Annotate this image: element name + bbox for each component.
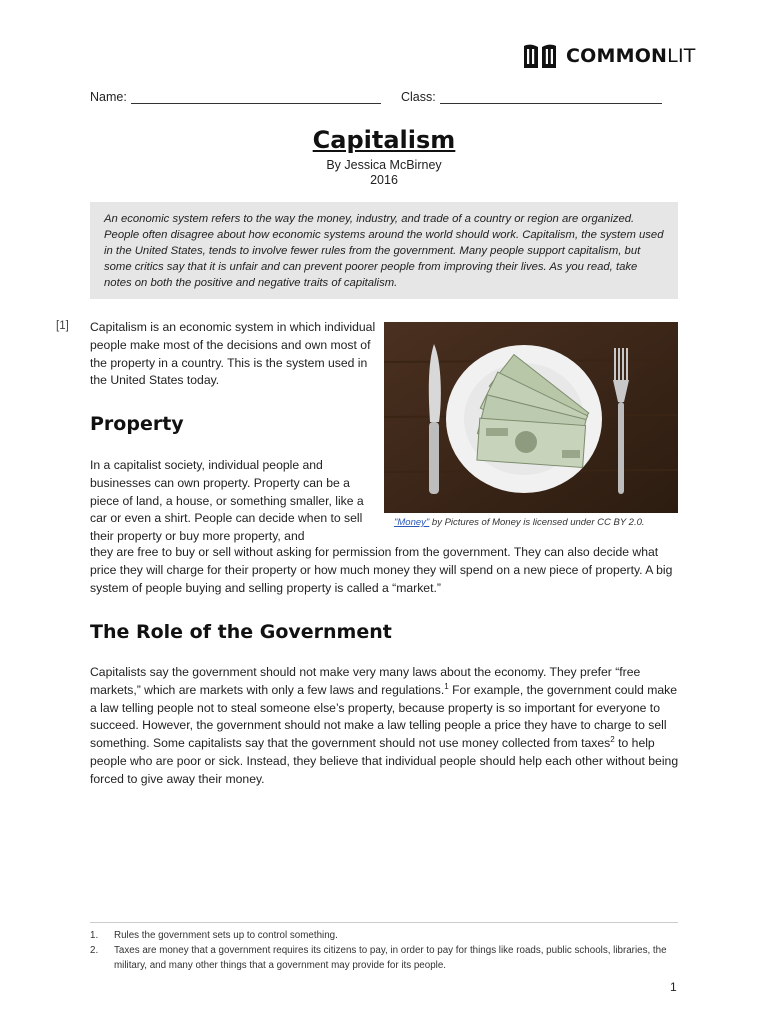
paragraph-number: [1] <box>56 320 69 332</box>
heading-role-of-government: The Role of the Government <box>90 621 392 643</box>
paragraph-2-start: In a capitalist society, individual people and businesses can own property. Property can be a piece of land, a house, or something smaller, like a car or even a shirt. People can decide when to sell their property or buy more property, and <box>90 458 364 544</box>
name-label: Name: <box>90 90 127 104</box>
image-caption <box>394 517 645 528</box>
plate-with-money-illustration <box>384 322 678 513</box>
logo-text-common: COMMON <box>566 45 668 67</box>
intro-box: An economic system refers to the way the money, industry, and trade of a country or region are organized. People often disagree about how economic systems around the world should work. Capitalism, the system used in the United States, tends to involve fewer rules from the government. Many people support capitalism, but some critics say that it is unfair and can prevent poorer people from improving their lives. As you read, take notes on both the positive and negative traits of capitalism. <box>90 202 678 299</box>
image-caption-text: by Pictures of Money is licensed under CC BY 2.0. <box>429 517 645 528</box>
class-input-line[interactable] <box>440 89 662 104</box>
footnote-number: 2. <box>90 944 99 956</box>
page-number: 1 <box>670 980 677 994</box>
open-book-icon <box>522 42 558 70</box>
paragraph-2-end: they are free to buy or sell without asking for permission from the government. They can also decide what price they will charge for their property or how much money they will spend on a new piece of property. A big system of people buying and selling property is called a “market.” <box>90 545 673 595</box>
name-field[interactable] <box>90 89 381 104</box>
student-info-row <box>90 89 670 109</box>
publication-year: 2016 <box>370 173 398 187</box>
byline <box>0 158 768 188</box>
paragraph-3 <box>90 664 682 789</box>
money-photo <box>384 322 678 513</box>
paragraph-3-part-c: to help people who are poor or sick. Instead, they believe that individual people should help each other without being forced to give away their money. <box>90 736 679 786</box>
footnote-item <box>90 929 680 944</box>
commonlit-logo <box>522 42 696 70</box>
article-title: Capitalism <box>312 126 456 154</box>
class-field[interactable] <box>401 89 662 104</box>
footnote-divider <box>90 922 678 923</box>
footnote-ref-2[interactable]: 2 <box>610 735 615 745</box>
footnote-item <box>90 944 680 974</box>
footnotes <box>90 929 680 973</box>
paragraph-1: Capitalism is an economic system in which individual people make most of the decisions and own most of the property in a country. This is the system used in the United States today. <box>90 320 376 388</box>
footnote-ref-1[interactable]: 1 <box>444 681 449 691</box>
paragraph-3-part-a: Capitalists say the government should not make very many laws about the economy. They prefer “free markets,” which are markets with only a few laws and regulations. <box>90 665 641 697</box>
logo-text-lit: LIT <box>667 45 696 67</box>
class-label: Class: <box>401 90 436 104</box>
author: By Jessica McBirney <box>326 158 442 172</box>
footnote-text: Rules the government sets up to control something. <box>114 930 338 941</box>
paragraph-3-part-b: For example, the government could make a law telling people not to steal someone else’s property, because property is so important for everyone to succeed. However, the government should not make a law telling people a price they have to charge to sell something. Some capitalists say that the government should not use money collected from taxes <box>90 682 678 751</box>
footnote-text: Taxes are money that a government requires its citizens to pay, in order to pay for things like roads, public schools, libraries, the military, and many other things that a government may provide for its people. <box>114 944 667 971</box>
image-caption-link[interactable]: "Money" <box>394 517 430 528</box>
footnote-number: 1. <box>90 930 99 941</box>
name-input-line[interactable] <box>131 89 381 104</box>
logo-text <box>566 45 696 67</box>
heading-property: Property <box>90 413 184 435</box>
